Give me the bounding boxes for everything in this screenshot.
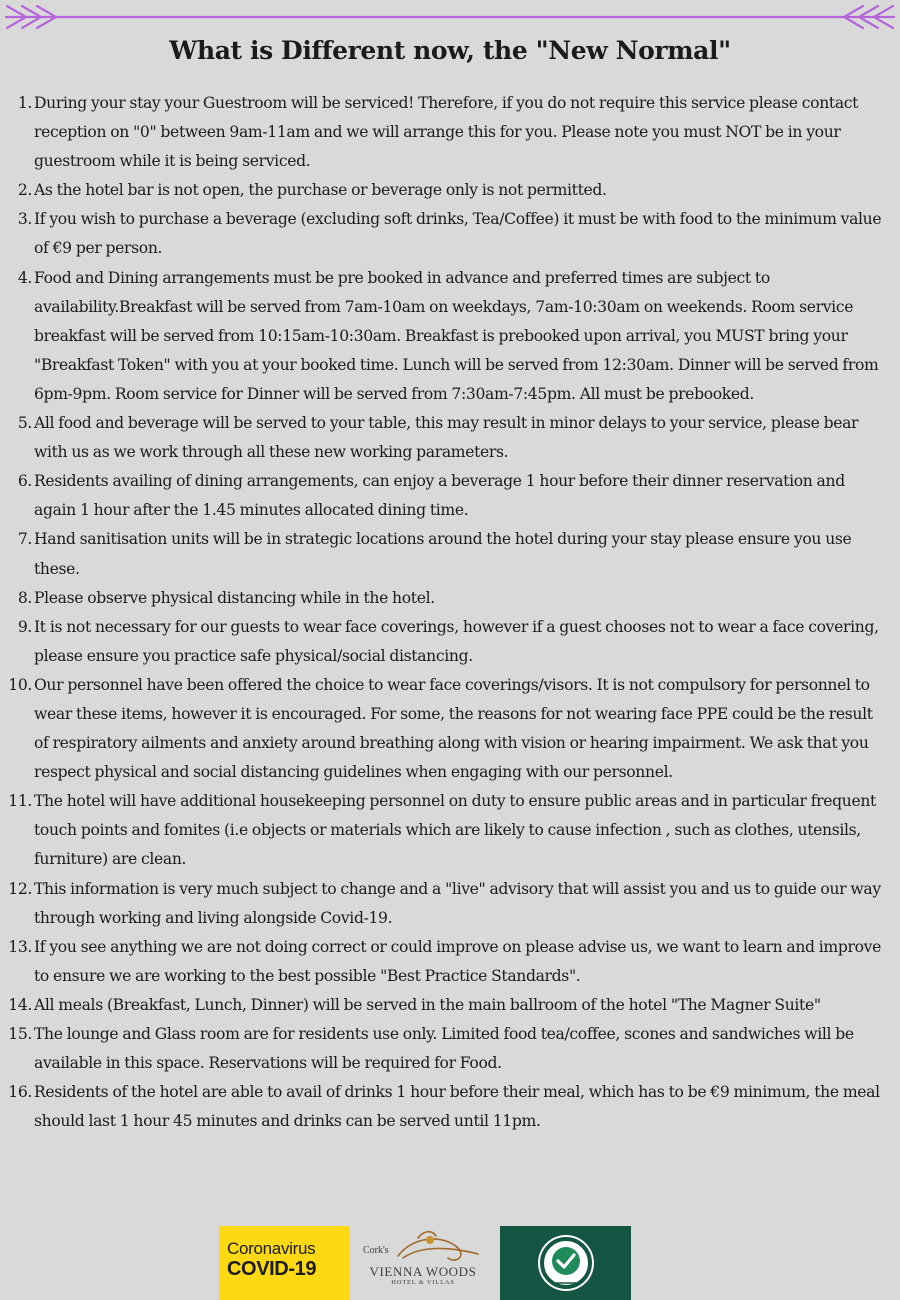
list-item: [0, 264, 900, 409]
list-item: [0, 205, 900, 263]
list-item: [0, 1020, 900, 1078]
list-item-number: 14.: [8, 995, 32, 1014]
list-item-number: 10.: [8, 675, 32, 694]
list-item-number: 12.: [8, 879, 32, 898]
vienna-logo-name: VIENNA WOODS: [369, 1264, 477, 1279]
list-item: [0, 991, 900, 1020]
list-item-text: As the hotel bar is not open, the purchase or beverage only is not permitted.: [34, 181, 607, 200]
list-item: [0, 1078, 900, 1136]
safety-charter-logo: [500, 1226, 631, 1300]
list-item-text: Our personnel have been offered the choice to wear face coverings/visors. It is not compulsory for personnel to wear these items, however it is encouraged. For some, the reasons for not wearing face PPE could be the result of respiratory ailments and anxiety around breathing along with vision or hearing impairment. We ask that you respect physical and social distancing guidelines when engaging with our personnel.: [34, 675, 873, 782]
list-item-text: If you see anything we are not doing correct or could improve on please advise us, we want to learn and improve to ensure we are working to the best possible "Best Practice Standards".: [34, 937, 881, 985]
page-title: What is Different now, the "New Normal": [169, 36, 731, 65]
vienna-woods-logo: [358, 1226, 488, 1300]
list-item-text: It is not necessary for our guests to wear face coverings, however if a guest chooses not to wear a face covering, please ensure you practice safe physical/social distancing.: [34, 617, 879, 665]
decorative-arrow-rule: [0, 0, 900, 30]
list-item: [0, 584, 900, 613]
covid-19-logo: [219, 1226, 350, 1300]
list-item-text: Residents of the hotel are able to avail of drinks 1 hour before their meal, which has to be €9 minimum, the meal should last 1 hour 45 minutes and drinks can be served until 11pm.: [34, 1083, 880, 1131]
list-item-text: This information is very much subject to change and a "live" advisory that will assist you and us to guide our way through working and living alongside Covid-19.: [34, 879, 881, 927]
list-item-number: 3.: [17, 210, 32, 229]
list-item-number: 8.: [17, 588, 32, 607]
list-item-text: Residents availing of dining arrangements, can enjoy a beverage 1 hour before their dinner reservation and again 1 hour after the 1.45 minutes allocated dining time.: [34, 472, 845, 520]
list-item-text: All meals (Breakfast, Lunch, Dinner) will be served in the main ballroom of the hotel "The Magner Suite": [34, 995, 821, 1014]
rules-list: [0, 89, 900, 1136]
list-item: [0, 89, 900, 176]
list-item-number: 15.: [8, 1025, 32, 1043]
list-item-number: 6.: [17, 472, 32, 491]
list-item-text: If you wish to purchase a beverage (excluding soft drinks, Tea/Coffee) it must be with food to the minimum value of €9 per person.: [34, 210, 882, 258]
list-item-number: 5.: [17, 414, 32, 433]
list-item-number: 16.: [8, 1083, 32, 1102]
list-item-text: The lounge and Glass room are for residents use only. Limited food tea/coffee, scones and sandwiches will be available in this space. Reservations will be required for Food.: [34, 1025, 854, 1073]
covid-logo-line1: Coronavirus: [227, 1239, 316, 1258]
vienna-woods-swirl-icon: [358, 1226, 488, 1300]
vienna-logo-prefix: Cork's: [363, 1245, 389, 1256]
list-item: [0, 875, 900, 933]
list-item: [0, 787, 900, 874]
list-item: [0, 525, 900, 583]
list-item: [0, 613, 900, 671]
list-item: [0, 671, 900, 787]
vienna-logo-subtitle: HOTEL & VILLAS: [391, 1279, 455, 1286]
list-item: [0, 409, 900, 467]
list-item-number: 11.: [8, 792, 32, 811]
list-item: [0, 467, 900, 525]
list-item-text: During your stay your Guestroom will be serviced! Therefore, if you do not require this service please contact reception on "0" between 9am-11am and we will arrange this for you. Please note you must NOT be in your guestroom while it is being serviced.: [34, 94, 859, 171]
list-item: [0, 933, 900, 991]
safety-charter-badge-icon: [500, 1226, 631, 1300]
list-item: [0, 176, 900, 205]
list-item-number: 9.: [17, 617, 32, 636]
list-item-number: 1.: [17, 94, 32, 112]
list-item-text: All food and beverage will be served to your table, this may result in minor delays to your service, please bear with us as we work through all these new working parameters.: [34, 414, 859, 462]
list-item-text: Hand sanitisation units will be in strategic locations around the hotel during your stay please ensure you use these.: [34, 530, 852, 578]
list-item-number: 7.: [17, 530, 32, 549]
covid-logo-line2: COVID-19: [227, 1258, 317, 1280]
logo-strip: [0, 1226, 900, 1300]
list-item-number: 2.: [17, 181, 32, 200]
list-item-text: Please observe physical distancing while in the hotel.: [34, 588, 435, 607]
list-item-number: 13.: [8, 937, 32, 956]
list-item-number: 4.: [17, 268, 32, 287]
list-item-text: The hotel will have additional housekeeping personnel on duty to ensure public areas and in particular frequent touch points and fomites (i.e objects or materials which are likely to cause infection , such as clothes, utensils, furniture) are clean.: [34, 792, 876, 869]
list-item-text: Food and Dining arrangements must be pre booked in advance and preferred times are subject to availability.Breakfast will be served from 7am-10am on weekdays, 7am-10:30am on weekends. Room service breakfast will be served from 10:15am-10:30am. Breakfast is prebooked upon arrival, you MUST bring your "Breakfast Token" with you at your booked time. Lunch will be served from 12:30am. Dinner will be served from 6pm-9pm. Room service for Dinner will be served from 7:30am-7:45pm. All must be prebooked.: [34, 268, 879, 403]
